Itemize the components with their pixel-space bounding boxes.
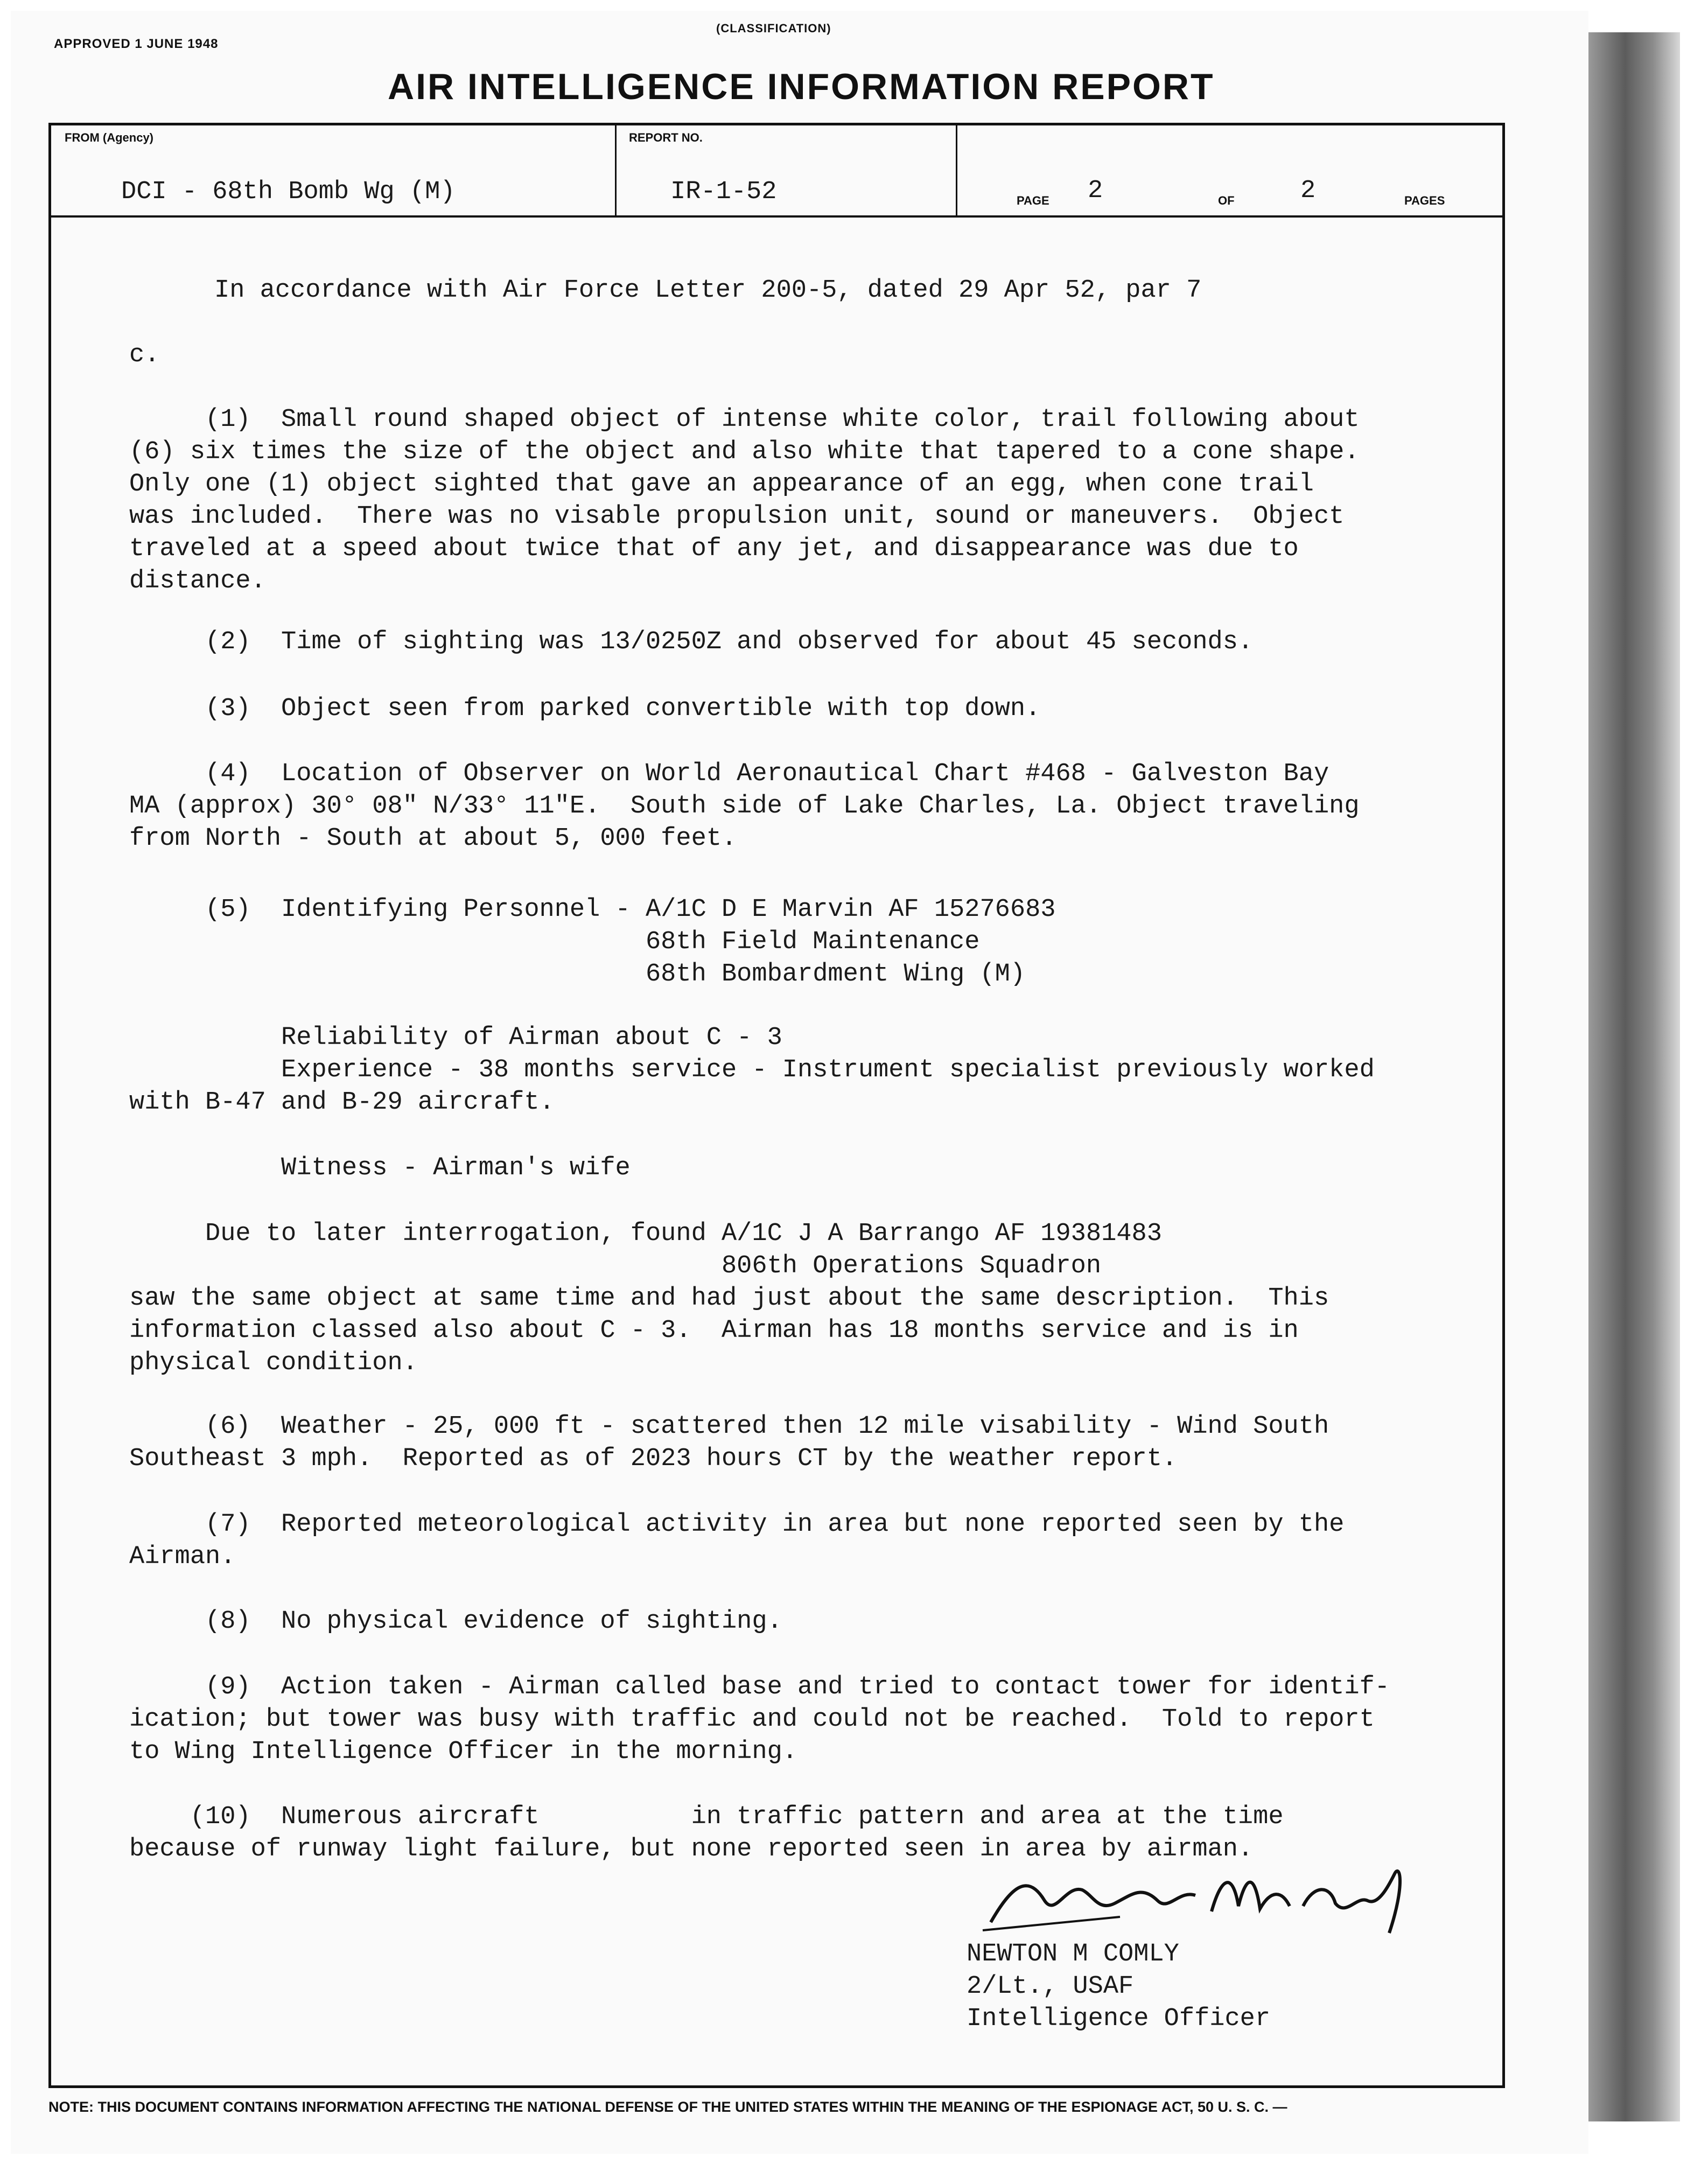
of-label: OF: [1218, 194, 1235, 207]
paragraph-5: (5) Identifying Personnel - A/1C D E Marvin AF 15276683 68th Field Maintenance 68th Bombardment Wing (M): [205, 895, 1056, 989]
header-rule: [48, 215, 1503, 218]
paragraph-3: (3) Object seen from parked convertible with top down.: [129, 695, 1041, 723]
column-divider: [956, 123, 957, 216]
paragraph-8: (8) No physical evidence of sighting.: [129, 1607, 782, 1636]
report-title: AIR INTELLIGENCE INFORMATION REPORT: [388, 66, 1215, 107]
scan-edge-shadow: [1588, 32, 1680, 2121]
paragraph-5-reliability: Reliability of Airman about C - 3 Experience - 38 months service - Instrument specialist previously worked with B-47 and B-29 aircraft.: [129, 1024, 1375, 1117]
approval-stamp: APPROVED 1 JUNE 1948: [54, 37, 219, 51]
intro-line: In accordance with Air Force Letter 200-5, dated 29 Apr 52, par 7: [214, 276, 1202, 305]
paragraph-1: (1) Small round shaped object of intense white color, trail following about (6) six times the size of the object and also white that tapered to a cone shape. Only one (1) object sighted that gave an appearance of an egg, when cone trail was included. There was no visable propulsion unit, sound or maneuvers. Object traveled at a speed about twice that of any jet, and disappearance was due to distance.: [129, 405, 1360, 596]
signer-title: Intelligence Officer: [967, 2005, 1271, 2033]
paragraph-4: (4) Location of Observer on World Aeronautical Chart #468 - Galveston Bay MA (approx) 30° 08" N/33° 11"E. South side of Lake Charles, La. Object traveling from North - South at about 5, 000 feet.: [129, 760, 1360, 853]
paragraph-6: (6) Weather - 25, 000 ft - scattered then 12 mile visability - Wind South Southeast 3 mph. Reported as of 2023 hours CT by the weather report.: [129, 1412, 1329, 1473]
signer-name: NEWTON M COMLY: [967, 1940, 1179, 1969]
report-no-label: REPORT NO.: [629, 131, 703, 144]
handwritten-signature: [980, 1852, 1422, 1938]
espionage-notice: NOTE: THIS DOCUMENT CONTAINS INFORMATION AFFECTING THE NATIONAL DEFENSE OF THE UNITED STATES WITHIN THE MEANING OF THE ESPIONAGE ACT, 50 U. S. C. —: [48, 2099, 1287, 2115]
column-divider: [615, 123, 617, 216]
from-value: DCI - 68th Bomb Wg (M): [121, 178, 456, 206]
page-label: PAGE: [1017, 194, 1049, 207]
from-label: FROM (Agency): [65, 131, 153, 144]
signer-rank: 2/Lt., USAF: [967, 1972, 1134, 2001]
paragraph-5-interrogation: Due to later interrogation, found A/1C J A Barrango AF 19381483 806th Operations Squadron saw the same object at same time and had just about the same description. This information classed also about C - 3. Airman has 18 months service and is in physical condition.: [129, 1220, 1329, 1377]
paragraph-9: (9) Action taken - Airman called base and tried to contact tower for identif- ication; but tower was busy with traffic and could not be reached. Told to report to Wing Intelligence Officer in the morning.: [129, 1673, 1390, 1766]
pages-label: PAGES: [1404, 194, 1445, 207]
paragraph-5-witness: Witness - Airman's wife: [129, 1154, 631, 1182]
report-no-value: IR-1-52: [670, 178, 777, 206]
paragraph-10: (10) Numerous aircraft in traffic pattern and area at the time because of runway light failure, but none reported seen in area by airman.: [129, 1803, 1284, 1864]
classification-label: (CLASSIFICATION): [716, 22, 831, 35]
paragraph-7: (7) Reported meteorological activity in area but none reported seen by the Airman.: [129, 1510, 1345, 1571]
paragraph-2: (2) Time of sighting was 13/0250Z and observed for about 45 seconds.: [129, 628, 1254, 656]
of-value: 2: [1300, 177, 1316, 205]
page-value: 2: [1088, 177, 1103, 205]
intro-mark: c.: [129, 341, 160, 369]
